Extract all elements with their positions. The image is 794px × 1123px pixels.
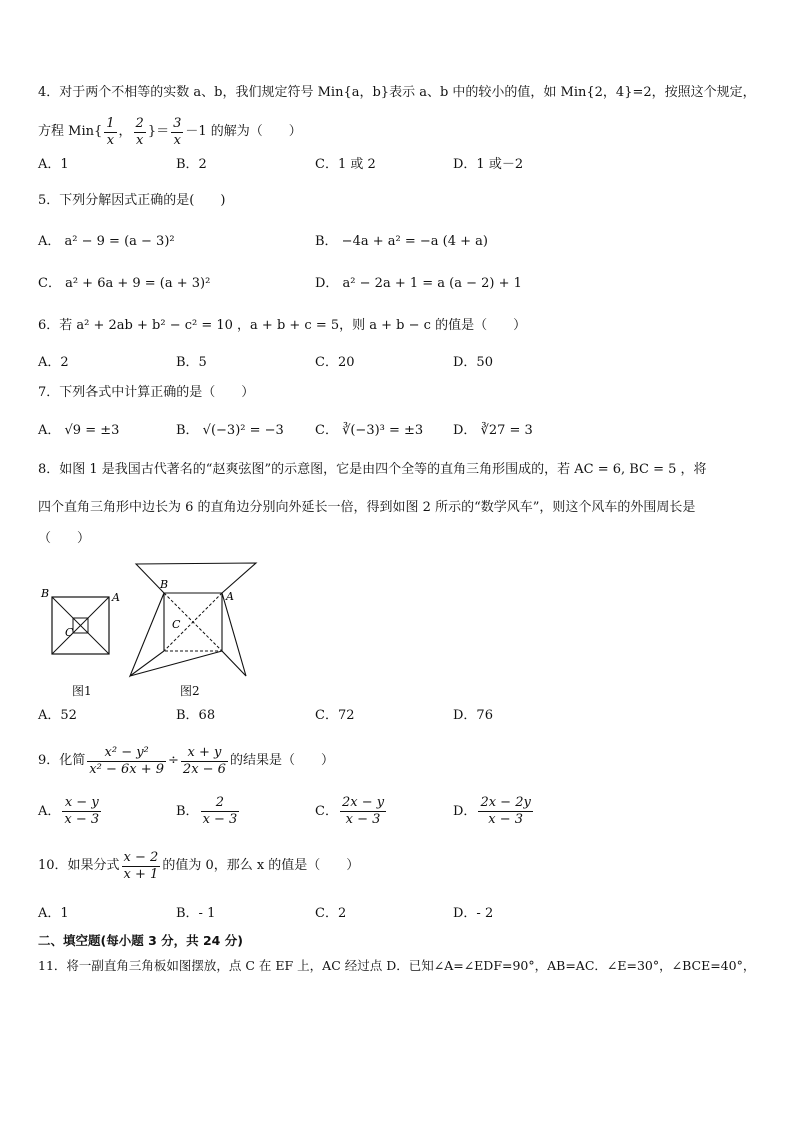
q9-option-c[interactable]	[315, 795, 388, 828]
q4-prefix: 方程 Min{	[38, 124, 103, 139]
q10-stem	[38, 846, 359, 886]
q9-prefix: 9．化简	[38, 753, 86, 768]
q9-option-c-fraction	[340, 795, 386, 828]
q9-option-a[interactable]	[38, 795, 103, 828]
q10-den: x + 1	[123, 866, 159, 882]
q4-f3-den: x	[173, 132, 181, 148]
q9-option-b-label: B．	[176, 803, 199, 819]
q6-option-d[interactable]: D．50	[453, 355, 493, 370]
q9-option-d-fraction	[478, 795, 532, 828]
q9-d-den: x − 3	[488, 812, 523, 827]
q9-option-c-label: C．	[315, 803, 338, 819]
q8-fig2-caption: 图2	[180, 684, 200, 698]
q9-f2-den: 2x − 6	[182, 761, 226, 777]
q8-option-d[interactable]: D．76	[453, 708, 493, 723]
q5-stem: 5．下列分解因式正确的是( )	[38, 193, 226, 208]
q4-f3-num: 3	[173, 115, 182, 131]
q4-suffix: －1 的解为（ ）	[185, 124, 302, 139]
fig2-blade-right	[222, 593, 246, 676]
q9-option-a-label: A．	[38, 803, 61, 819]
q10-num: x − 2	[123, 849, 159, 865]
fig2-label-a: A	[226, 590, 234, 603]
q4-comma: ，	[118, 124, 132, 139]
q4-f1-den: x	[106, 132, 115, 148]
q4-stem-line1: 4．对于两个不相等的实数 a、b，我们规定符号 Min{a，b}表示 a、b 中的较小的值，如 Min{2，4}=2，按照这个规定，	[38, 85, 756, 100]
q9-fraction-2	[181, 745, 228, 778]
q10-option-a[interactable]: A．1	[38, 906, 69, 921]
q9-option-d-label: D．	[453, 803, 477, 819]
q9-divide: ÷	[168, 753, 179, 768]
q7-option-a[interactable]: A． √9 = ±3	[38, 423, 120, 438]
q9-b-num: 2	[201, 795, 240, 812]
q6-stem: 6．若 a² + 2ab + b² − c² = 10 ，a + b + c = 5，则 a + b − c 的值是（ ）	[38, 318, 527, 333]
q4-option-b[interactable]: B．2	[176, 157, 207, 172]
q9-b-den: x − 3	[202, 812, 238, 827]
q9-suffix: 的结果是（ ）	[229, 753, 334, 768]
q9-a-den: x − 3	[64, 812, 100, 827]
q4-f2-den: x	[136, 132, 144, 148]
q8-stem-line3: （ ）	[38, 531, 91, 546]
q8-figure-2	[128, 558, 260, 680]
q5-option-a[interactable]: A． a² − 9 = (a − 3)²	[38, 234, 175, 249]
q7-option-b[interactable]: B． √(−3)² = −3	[176, 423, 284, 438]
q8-option-c[interactable]: C．72	[315, 708, 355, 723]
q9-fraction-1	[87, 745, 166, 778]
q8-stem-line1: 8．如图 1 是我国古代著名的“赵爽弦图”的示意图，它是由四个全等的直角三角形围成的，若 AC = 6, BC = 5 ，将	[38, 462, 707, 477]
fig2-blade-bottom	[130, 651, 222, 676]
fig2-blade-left	[130, 593, 164, 676]
q4-option-a[interactable]: A．1	[38, 157, 69, 172]
fig2-label-c: C	[172, 618, 181, 631]
q9-option-b-fraction	[201, 795, 240, 828]
q8-figure-1	[38, 580, 128, 660]
q5-option-d[interactable]: D． a² − 2a + 1 = a (a − 2) + 1	[315, 276, 522, 291]
q5-option-c[interactable]: C． a² + 6a + 9 = (a + 3)²	[38, 276, 211, 291]
q10-option-d[interactable]: D．- 2	[453, 906, 494, 921]
q9-option-b[interactable]	[176, 795, 241, 828]
fig1-label-b: B	[41, 587, 50, 600]
q9-f1-den: x² − 6x + 9	[89, 761, 165, 777]
q7-stem: 7．下列各式中计算正确的是（ ）	[38, 385, 255, 400]
fig1-label-c: C	[65, 626, 74, 639]
q10-prefix: 10．如果分式	[38, 858, 120, 873]
fig2-blade-top	[136, 563, 256, 593]
q8-option-b[interactable]: B．68	[176, 708, 216, 723]
q10-option-b[interactable]: B．- 1	[176, 906, 216, 921]
q4-option-d[interactable]: D．1 或－2	[453, 157, 524, 172]
q4-mid: }＝	[147, 124, 170, 139]
q4-fraction-1	[104, 116, 116, 149]
q9-f2-num: x + y	[181, 745, 228, 762]
q10-option-c[interactable]: C．2	[315, 906, 347, 921]
q9-option-d[interactable]	[453, 795, 535, 828]
q9-d-num: 2x − 2y	[480, 795, 531, 810]
q7-option-d[interactable]: D． ∛27 = 3	[453, 423, 533, 438]
q8-option-a[interactable]: A．52	[38, 708, 77, 723]
q9-a-num: x − y	[62, 795, 101, 812]
q6-option-c[interactable]: C．20	[315, 355, 355, 370]
q6-option-a[interactable]: A．2	[38, 355, 69, 370]
q4-f1-num: 1	[106, 115, 115, 131]
q6-option-b[interactable]: B．5	[176, 355, 207, 370]
q10-suffix: 的值为 0，那么 x 的值是（ ）	[162, 858, 360, 873]
q8-stem-line2: 四个直角三角形中边长为 6 的直角边分别向外延长一倍，得到如图 2 所示的“数学风车”，则这个风车的外围周长是	[38, 500, 696, 515]
q10-fraction	[122, 850, 161, 883]
q9-stem	[38, 742, 334, 780]
fig1-label-a: A	[112, 591, 120, 604]
q4-f2-num: 2	[135, 115, 144, 131]
q4-fraction-2	[134, 116, 146, 149]
q4-fraction-3	[171, 116, 183, 149]
q9-option-a-fraction	[62, 795, 101, 828]
q4-option-c[interactable]: C．1 或 2	[315, 157, 376, 172]
q7-option-c[interactable]: C． ∛(−3)³ = ±3	[315, 423, 424, 438]
q9-f1-num: x² − y²	[87, 745, 166, 762]
q5-option-b[interactable]: B． −4a + a² = −a (4 + a)	[315, 234, 488, 249]
q11-stem-line1: 11．将一副直角三角板如图摆放，点 C 在 EF 上，AC 经过点 D．已知∠A=∠EDF=90°，AB=AC．∠E=30°，∠BCE=40°，	[38, 958, 756, 973]
section-2-heading: 二、填空题(每小题 3 分，共 24 分)	[38, 933, 243, 948]
q9-c-num: 2x − y	[341, 795, 385, 810]
q4-stem-line2	[38, 114, 302, 150]
q9-c-den: x − 3	[345, 812, 381, 827]
fig2-label-b: B	[160, 578, 169, 591]
q8-fig1-caption: 图1	[72, 684, 92, 698]
